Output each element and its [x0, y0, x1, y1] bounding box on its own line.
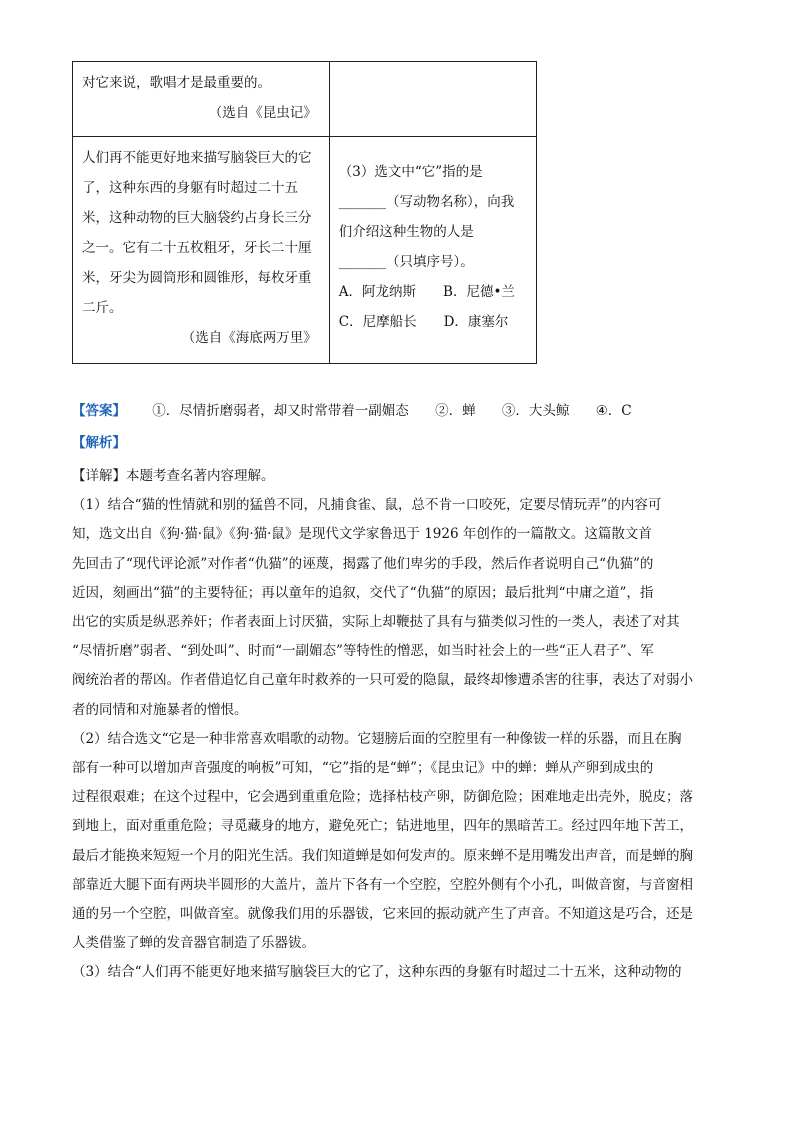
analysis-line: “尽情折磨”弱者、“到处叫”、时而“一副媚态”等特性的憎恶，如当时社会上的一些“正人君子”、军 [72, 643, 654, 660]
answer-item: ②．蝉 [435, 403, 476, 419]
analysis-line: 【详解】本题考查名著内容理解。 [72, 468, 275, 484]
analysis-line: 过程很艰难；在这个过程中，它会遇到重重危险；选择枯枝产卵，防御危险；困难地走出壳外，脱皮；落 [72, 789, 693, 806]
analysis-line: 出它的实质是纵恶养奸；作者表面上讨厌猫，实际上却鞭挞了具有与猫类似习性的一类人，表述了对其 [72, 614, 680, 631]
passage-line: 米，这种动物的巨大脑袋约占身长三分 [82, 210, 312, 226]
analysis-line: 先回击了“现代评论派”对作者“仇猫”的诬蔑，揭露了他们卑劣的手段，然后作者说明自己“仇猫”的 [72, 555, 654, 572]
passage-source: （选自《昆虫记》 [208, 105, 317, 121]
analysis-line: 阀统治者的帮凶。作者借追忆自己童年时救养的一只可爱的隐鼠，最终却惨遭杀害的往事，表达了对弱小 [72, 672, 693, 689]
analysis-body [72, 462, 722, 988]
question-line: 们介绍这种生物的人是 [338, 224, 474, 240]
analysis-line: 通的另一个空腔，叫做音室。就像我们用的乐器钹，它来回的振动就产生了声音。不知道这是巧合，还是 [72, 906, 693, 923]
answer-item: ①．尽情折磨弱者，却又时常带着一副媚态 [152, 403, 409, 419]
analysis-line: 者的同情和对施暴者的憎恨。 [72, 701, 248, 718]
passage-source: （选自《海底两万里》 [181, 330, 317, 346]
analysis-tag: 【解析】 [72, 435, 126, 451]
analysis-line: 到地上，面对重重危险；寻觅藏身的地方，避免死亡；钻进地里，四年的黑暗苦工。经过四年地下苦工， [72, 818, 693, 835]
table-cell [73, 137, 330, 364]
question-line: _______（写动物名称），向我 [338, 194, 515, 210]
answer-item: ③．大头鲸 [501, 403, 570, 419]
analysis-line: 部有一种可以增加声音强度的响板”可知，“它”指的是“蝉”；《昆虫记》中的蝉：蝉从产卵到成虫的 [72, 760, 654, 777]
table-row [73, 62, 537, 137]
question-line: _______（只填序号）。 [338, 254, 474, 270]
table-cell [329, 137, 536, 364]
answer-item: ④．C [595, 403, 632, 419]
passage-line: 之一。它有二十五枚粗牙，牙长二十厘 [82, 240, 312, 256]
answer-section [72, 399, 722, 423]
passage-line: 米，牙尖为圆筒形和圆锥形，每枚牙重 [82, 270, 312, 286]
passage-line: 二斤。 [82, 300, 123, 316]
option-line: C．尼摩船长 D．康塞尔 [338, 314, 509, 330]
table-row [73, 137, 537, 364]
passage-line: 了，这种东西的身躯有时超过二十五 [82, 180, 298, 196]
table-cell [73, 62, 330, 137]
analysis-line: （3）结合“人们再不能更好地来描写脑袋巨大的它了，这种东西的身躯有时超过二十五米，这种动物的 [72, 964, 682, 981]
table-cell-empty [329, 62, 536, 137]
question-table [72, 61, 537, 364]
analysis-line: （2）结合选文“它是一种非常喜欢唱歌的动物。它翅膀后面的空腔里有一种像钹一样的乐器，而且在胸 [72, 730, 682, 747]
analysis-line: 部靠近大腿下面有两块半圆形的大盖片，盖片下各有一个空腔，空腔外侧有个小孔，叫做音窗，与音窗相 [72, 876, 693, 893]
analysis-section [72, 431, 722, 455]
answer-tag: 【答案】 [72, 403, 126, 419]
analysis-line: （1）结合“猫的性情就和别的猛兽不同，凡捕食雀、鼠，总不肯一口咬死，定要尽情玩弄”的内容可 [72, 497, 662, 514]
analysis-line: 最后才能换来短短一个月的阳光生活。我们知道蝉是如何发声的。原来蝉不是用嘴发出声音，而是蝉的胸 [72, 847, 693, 864]
option-line: A．阿龙纳斯 B．尼德•兰 [338, 284, 515, 300]
analysis-line: 人类借鉴了蝉的发音器官制造了乐器钹。 [72, 935, 315, 952]
passage-line: 人们再不能更好地来描写脑袋巨大的它 [82, 150, 312, 166]
question-line: （3）选文中“它”指的是 [338, 164, 483, 180]
analysis-line: 近因，刻画出“猫”的主要特征；再以童年的追叙，交代了“仇猫”的原因；最后批判“中庸之道”，指 [72, 584, 654, 601]
passage-text: 对它来说，歌唱才是最重要的。 [82, 75, 271, 91]
analysis-line: 知，选文出自《狗·猫·鼠》《狗·猫·鼠》是现代文学家鲁迅于 1926 年创作的一篇散文。这篇散文首 [72, 526, 652, 543]
